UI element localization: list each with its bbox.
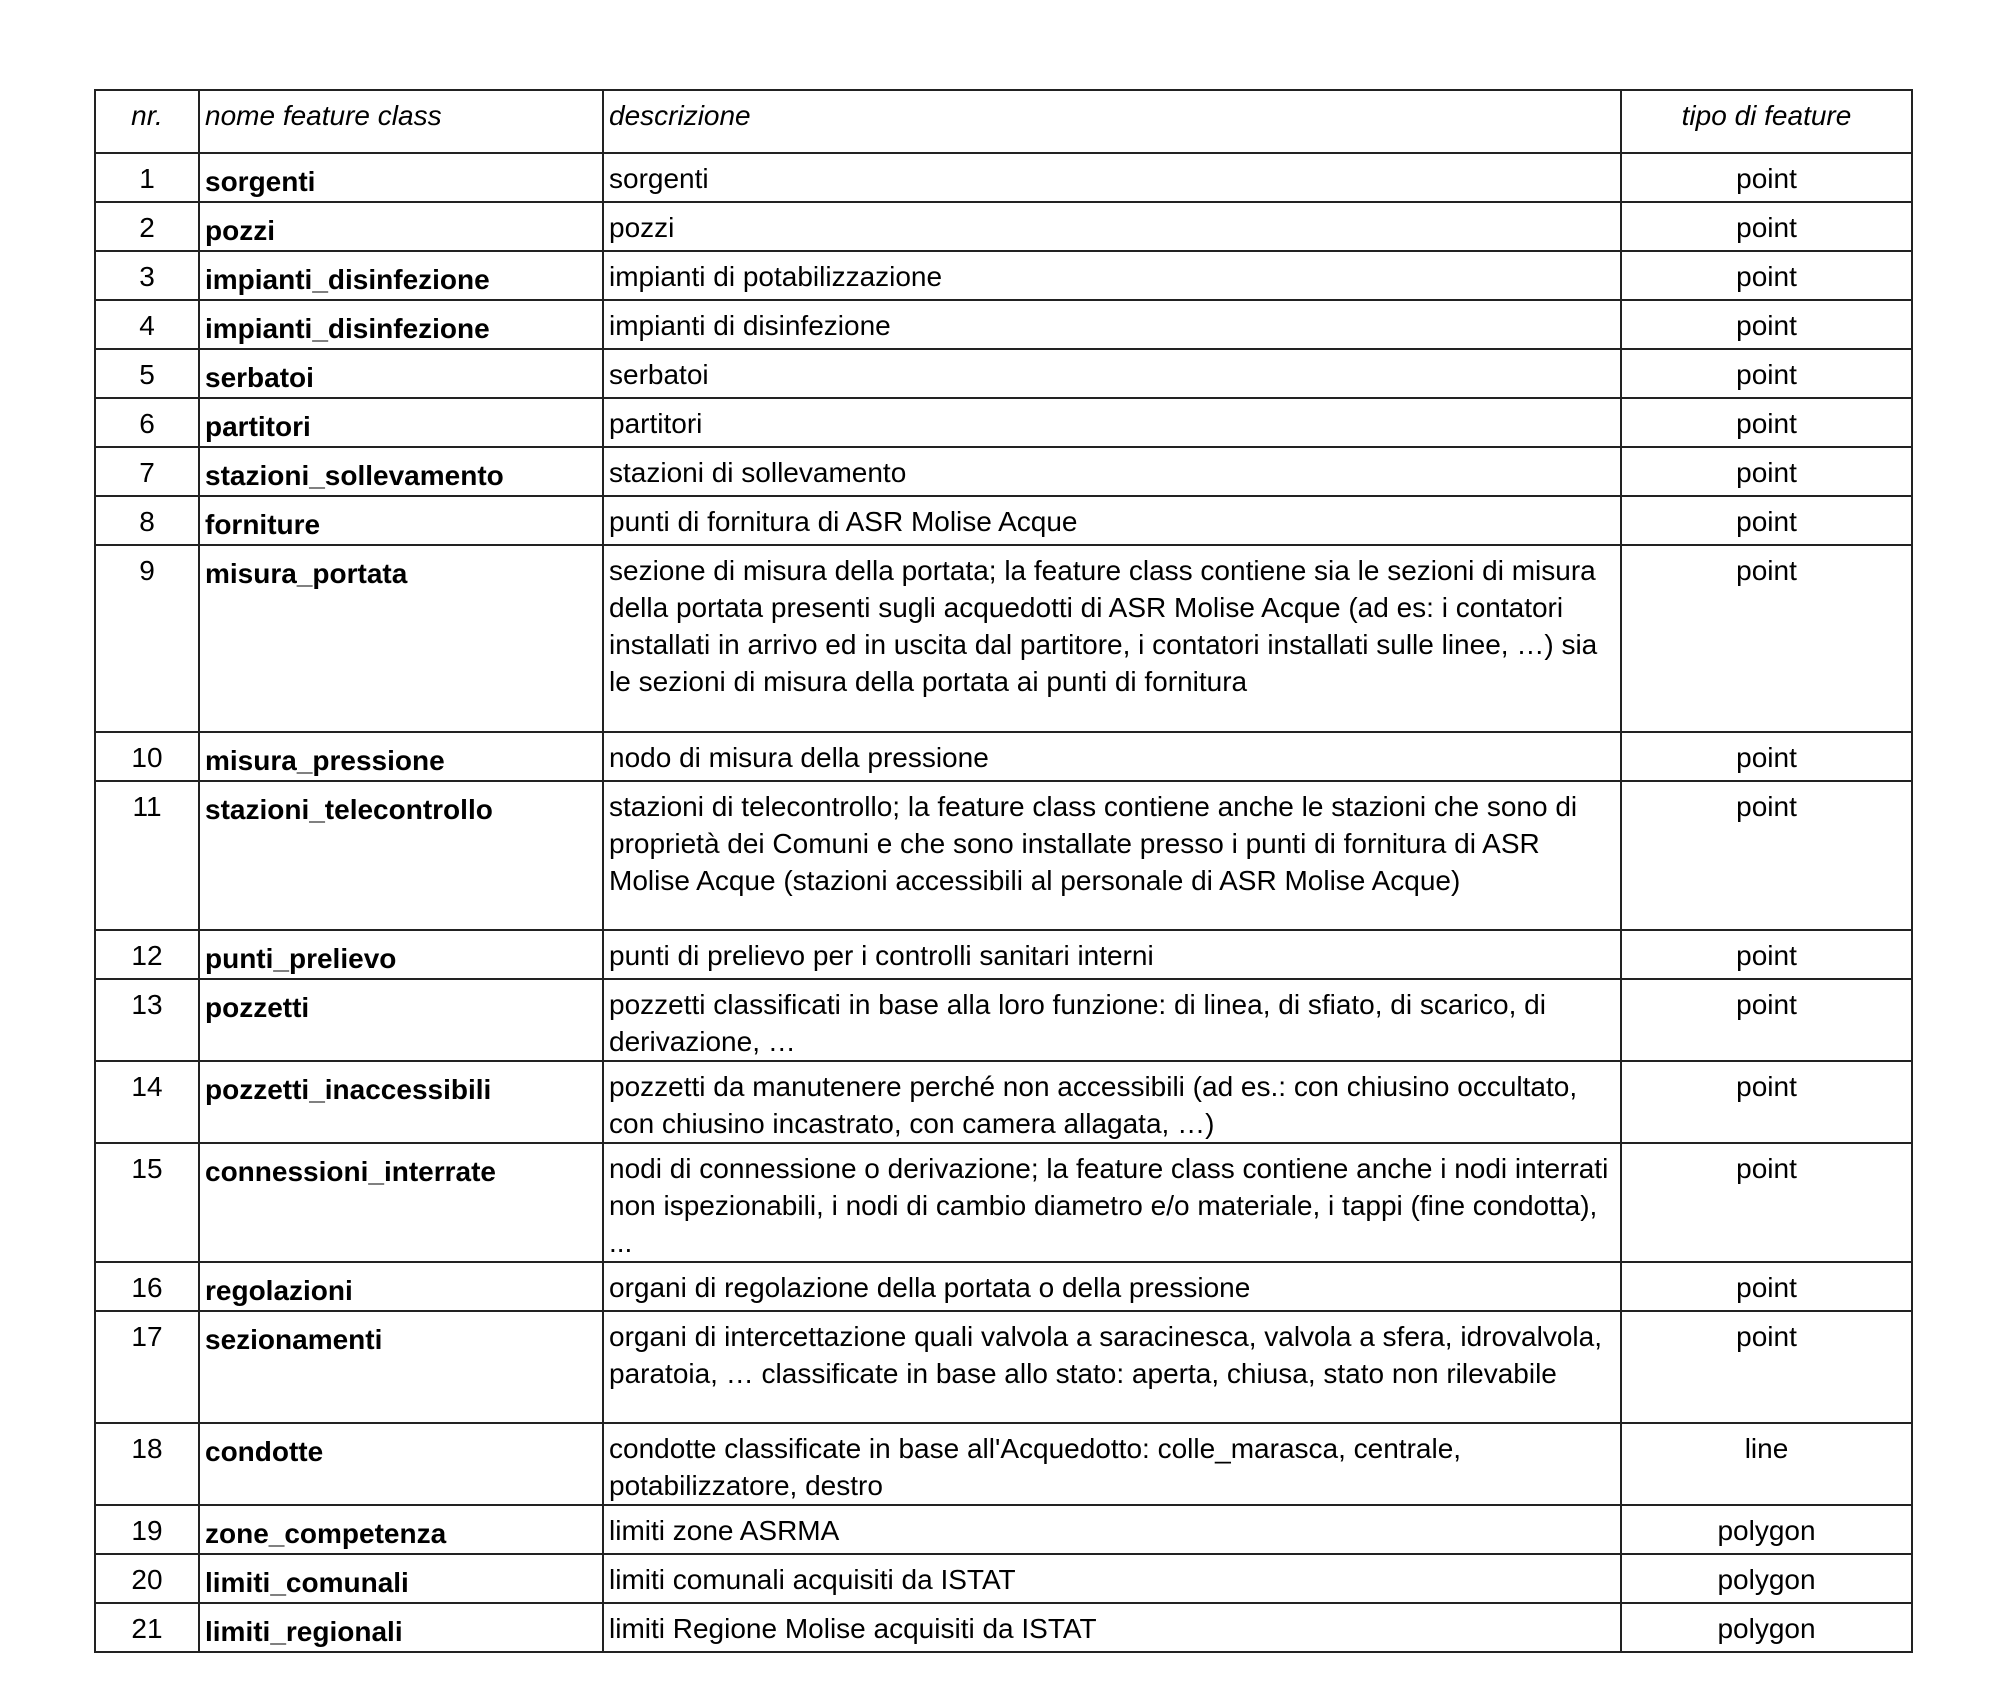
table-row [95,781,1912,930]
table-row [95,398,1912,447]
row-description: organi di intercettazione quali valvola a saracinesca, valvola a sfera, idrovalvola, paratoia, … classificate in base allo stato: aperta, chiusa, stato non rilevabile [603,1311,1621,1423]
row-feature-type: point [1621,1311,1912,1423]
row-description: stazioni di sollevamento [603,447,1621,496]
row-feature-type: point [1621,545,1912,732]
row-feature-class-name-cell [199,153,603,202]
header-name: nome feature class [199,90,603,153]
row-feature-type: point [1621,202,1912,251]
row-description: punti di prelievo per i controlli sanitari interni [603,930,1621,979]
header-row [95,90,1912,153]
row-description: pozzi [603,202,1621,251]
row-feature-class-name-cell [199,496,603,545]
row-description: impianti di potabilizzazione [603,251,1621,300]
row-feature-class-name-cell [199,1262,603,1311]
row-description: sezione di misura della portata; la feature class contiene sia le sezioni di misura della portata presenti sugli acquedotti di ASR Molise Acque (ad es: i contatori installati in arrivo ed in uscita dal partitore, i contatori installati sulle linee, …) sia le sezioni di misura della portata ai punti di fornitura [603,545,1621,732]
feature-class-table [94,89,1913,1653]
row-description: stazioni di telecontrollo; la feature class contiene anche le stazioni che sono di proprietà dei Comuni e che sono installate presso i punti di fornitura di ASR Molise Acque (stazioni accessibili al personale di ASR Molise Acque) [603,781,1621,930]
table-row [95,732,1912,781]
table-row [95,300,1912,349]
row-number: 6 [95,398,199,447]
row-feature-class-name-cell [199,545,603,732]
row-feature-type: point [1621,1143,1912,1262]
row-feature-type: point [1621,930,1912,979]
table-row [95,153,1912,202]
row-feature-type: polygon [1621,1554,1912,1603]
row-number: 2 [95,202,199,251]
row-number: 17 [95,1311,199,1423]
row-feature-class-name-cell [199,930,603,979]
row-description: punti di fornitura di ASR Molise Acque [603,496,1621,545]
row-description: pozzetti classificati in base alla loro funzione: di linea, di sfiato, di scarico, di derivazione, … [603,979,1621,1061]
table-row [95,349,1912,398]
row-number: 13 [95,979,199,1061]
row-feature-type: point [1621,153,1912,202]
row-description: limiti Regione Molise acquisiti da ISTAT [603,1603,1621,1652]
table-row [95,1143,1912,1262]
row-feature-type: point [1621,251,1912,300]
row-feature-type: point [1621,398,1912,447]
row-feature-class-name: serbatoi [205,362,314,393]
table-row [95,447,1912,496]
table-row [95,1262,1912,1311]
row-description: serbatoi [603,349,1621,398]
table-row [95,1554,1912,1603]
row-description: pozzetti da manutenere perché non accessibili (ad es.: con chiusino occultato, con chiusino incastrato, con camera allagata, …) [603,1061,1621,1143]
row-number: 12 [95,930,199,979]
row-description: partitori [603,398,1621,447]
row-feature-class-name-cell [199,1311,603,1423]
row-feature-class-name-cell [199,1505,603,1554]
row-number: 15 [95,1143,199,1262]
row-feature-class-name-cell [199,1061,603,1143]
table-body [95,153,1912,1652]
row-number: 5 [95,349,199,398]
row-description: limiti comunali acquisiti da ISTAT [603,1554,1621,1603]
table-row [95,202,1912,251]
header-type: tipo di feature [1621,90,1912,153]
row-feature-class-name: sorgenti [205,166,316,197]
row-feature-class-name: impianti_disinfezione [205,313,490,344]
row-feature-class-name: limiti_regionali [205,1616,403,1647]
row-number: 21 [95,1603,199,1652]
row-number: 16 [95,1262,199,1311]
row-number: 8 [95,496,199,545]
row-description: limiti zone ASRMA [603,1505,1621,1554]
row-number: 9 [95,545,199,732]
row-description: nodi di connessione o derivazione; la feature class contiene anche i nodi interrati non ispezionabili, i nodi di cambio diametro e/o materiale, i tappi (fine condotta), ... [603,1143,1621,1262]
row-number: 3 [95,251,199,300]
row-feature-type: line [1621,1423,1912,1505]
row-feature-type: point [1621,1262,1912,1311]
table-row [95,1061,1912,1143]
row-number: 19 [95,1505,199,1554]
table-row [95,1311,1912,1423]
row-feature-class-name-cell [199,1554,603,1603]
row-feature-class-name-cell [199,447,603,496]
row-feature-class-name-cell [199,398,603,447]
row-feature-class-name: misura_pressione [205,745,445,776]
row-feature-class-name: forniture [205,509,321,540]
row-feature-type: point [1621,1061,1912,1143]
row-feature-class-name: sezionamenti [205,1324,383,1355]
row-number: 1 [95,153,199,202]
row-feature-class-name-cell [199,781,603,930]
row-feature-class-name: misura_portata [205,558,408,589]
table-row [95,930,1912,979]
table-row [95,496,1912,545]
table-row [95,545,1912,732]
row-feature-class-name: connessioni_interrate [205,1156,496,1187]
row-feature-type: point [1621,496,1912,545]
row-feature-type: point [1621,447,1912,496]
row-feature-class-name: zone_competenza [205,1518,447,1549]
row-feature-class-name-cell [199,251,603,300]
row-number: 18 [95,1423,199,1505]
table-row [95,251,1912,300]
row-feature-class-name: regolazioni [205,1275,353,1306]
row-feature-class-name: partitori [205,411,311,442]
table-row [95,1423,1912,1505]
row-feature-class-name-cell [199,202,603,251]
row-feature-type: point [1621,732,1912,781]
row-description: condotte classificate in base all'Acquedotto: colle_marasca, centrale, potabilizzatore, destro [603,1423,1621,1505]
row-feature-class-name: pozzetti_inaccessibili [205,1074,492,1105]
row-feature-class-name-cell [199,732,603,781]
row-feature-class-name: stazioni_telecontrollo [205,794,493,825]
row-description: organi di regolazione della portata o della pressione [603,1262,1621,1311]
row-description: nodo di misura della pressione [603,732,1621,781]
row-feature-class-name-cell [199,349,603,398]
row-feature-class-name: pozzetti [205,992,310,1023]
row-feature-type: polygon [1621,1603,1912,1652]
row-feature-class-name: punti_prelievo [205,943,397,974]
row-feature-type: point [1621,300,1912,349]
row-number: 7 [95,447,199,496]
row-feature-class-name: limiti_comunali [205,1567,409,1598]
header-description: descrizione [603,90,1621,153]
row-number: 14 [95,1061,199,1143]
row-number: 20 [95,1554,199,1603]
table-row [95,1505,1912,1554]
row-feature-type: point [1621,979,1912,1061]
row-number: 11 [95,781,199,930]
row-feature-class-name-cell [199,1423,603,1505]
row-feature-class-name-cell [199,979,603,1061]
row-number: 10 [95,732,199,781]
table-row [95,1603,1912,1652]
row-description: impianti di disinfezione [603,300,1621,349]
header-nr: nr. [95,90,199,153]
row-description: sorgenti [603,153,1621,202]
table-row [95,979,1912,1061]
row-feature-class-name: pozzi [205,215,275,246]
row-number: 4 [95,300,199,349]
row-feature-class-name-cell [199,300,603,349]
row-feature-class-name-cell [199,1603,603,1652]
row-feature-class-name: impianti_disinfezione [205,264,490,295]
row-feature-type: point [1621,781,1912,930]
row-feature-class-name: stazioni_sollevamento [205,460,504,491]
row-feature-type: polygon [1621,1505,1912,1554]
row-feature-class-name: condotte [205,1436,324,1467]
row-feature-class-name-cell [199,1143,603,1262]
row-feature-type: point [1621,349,1912,398]
